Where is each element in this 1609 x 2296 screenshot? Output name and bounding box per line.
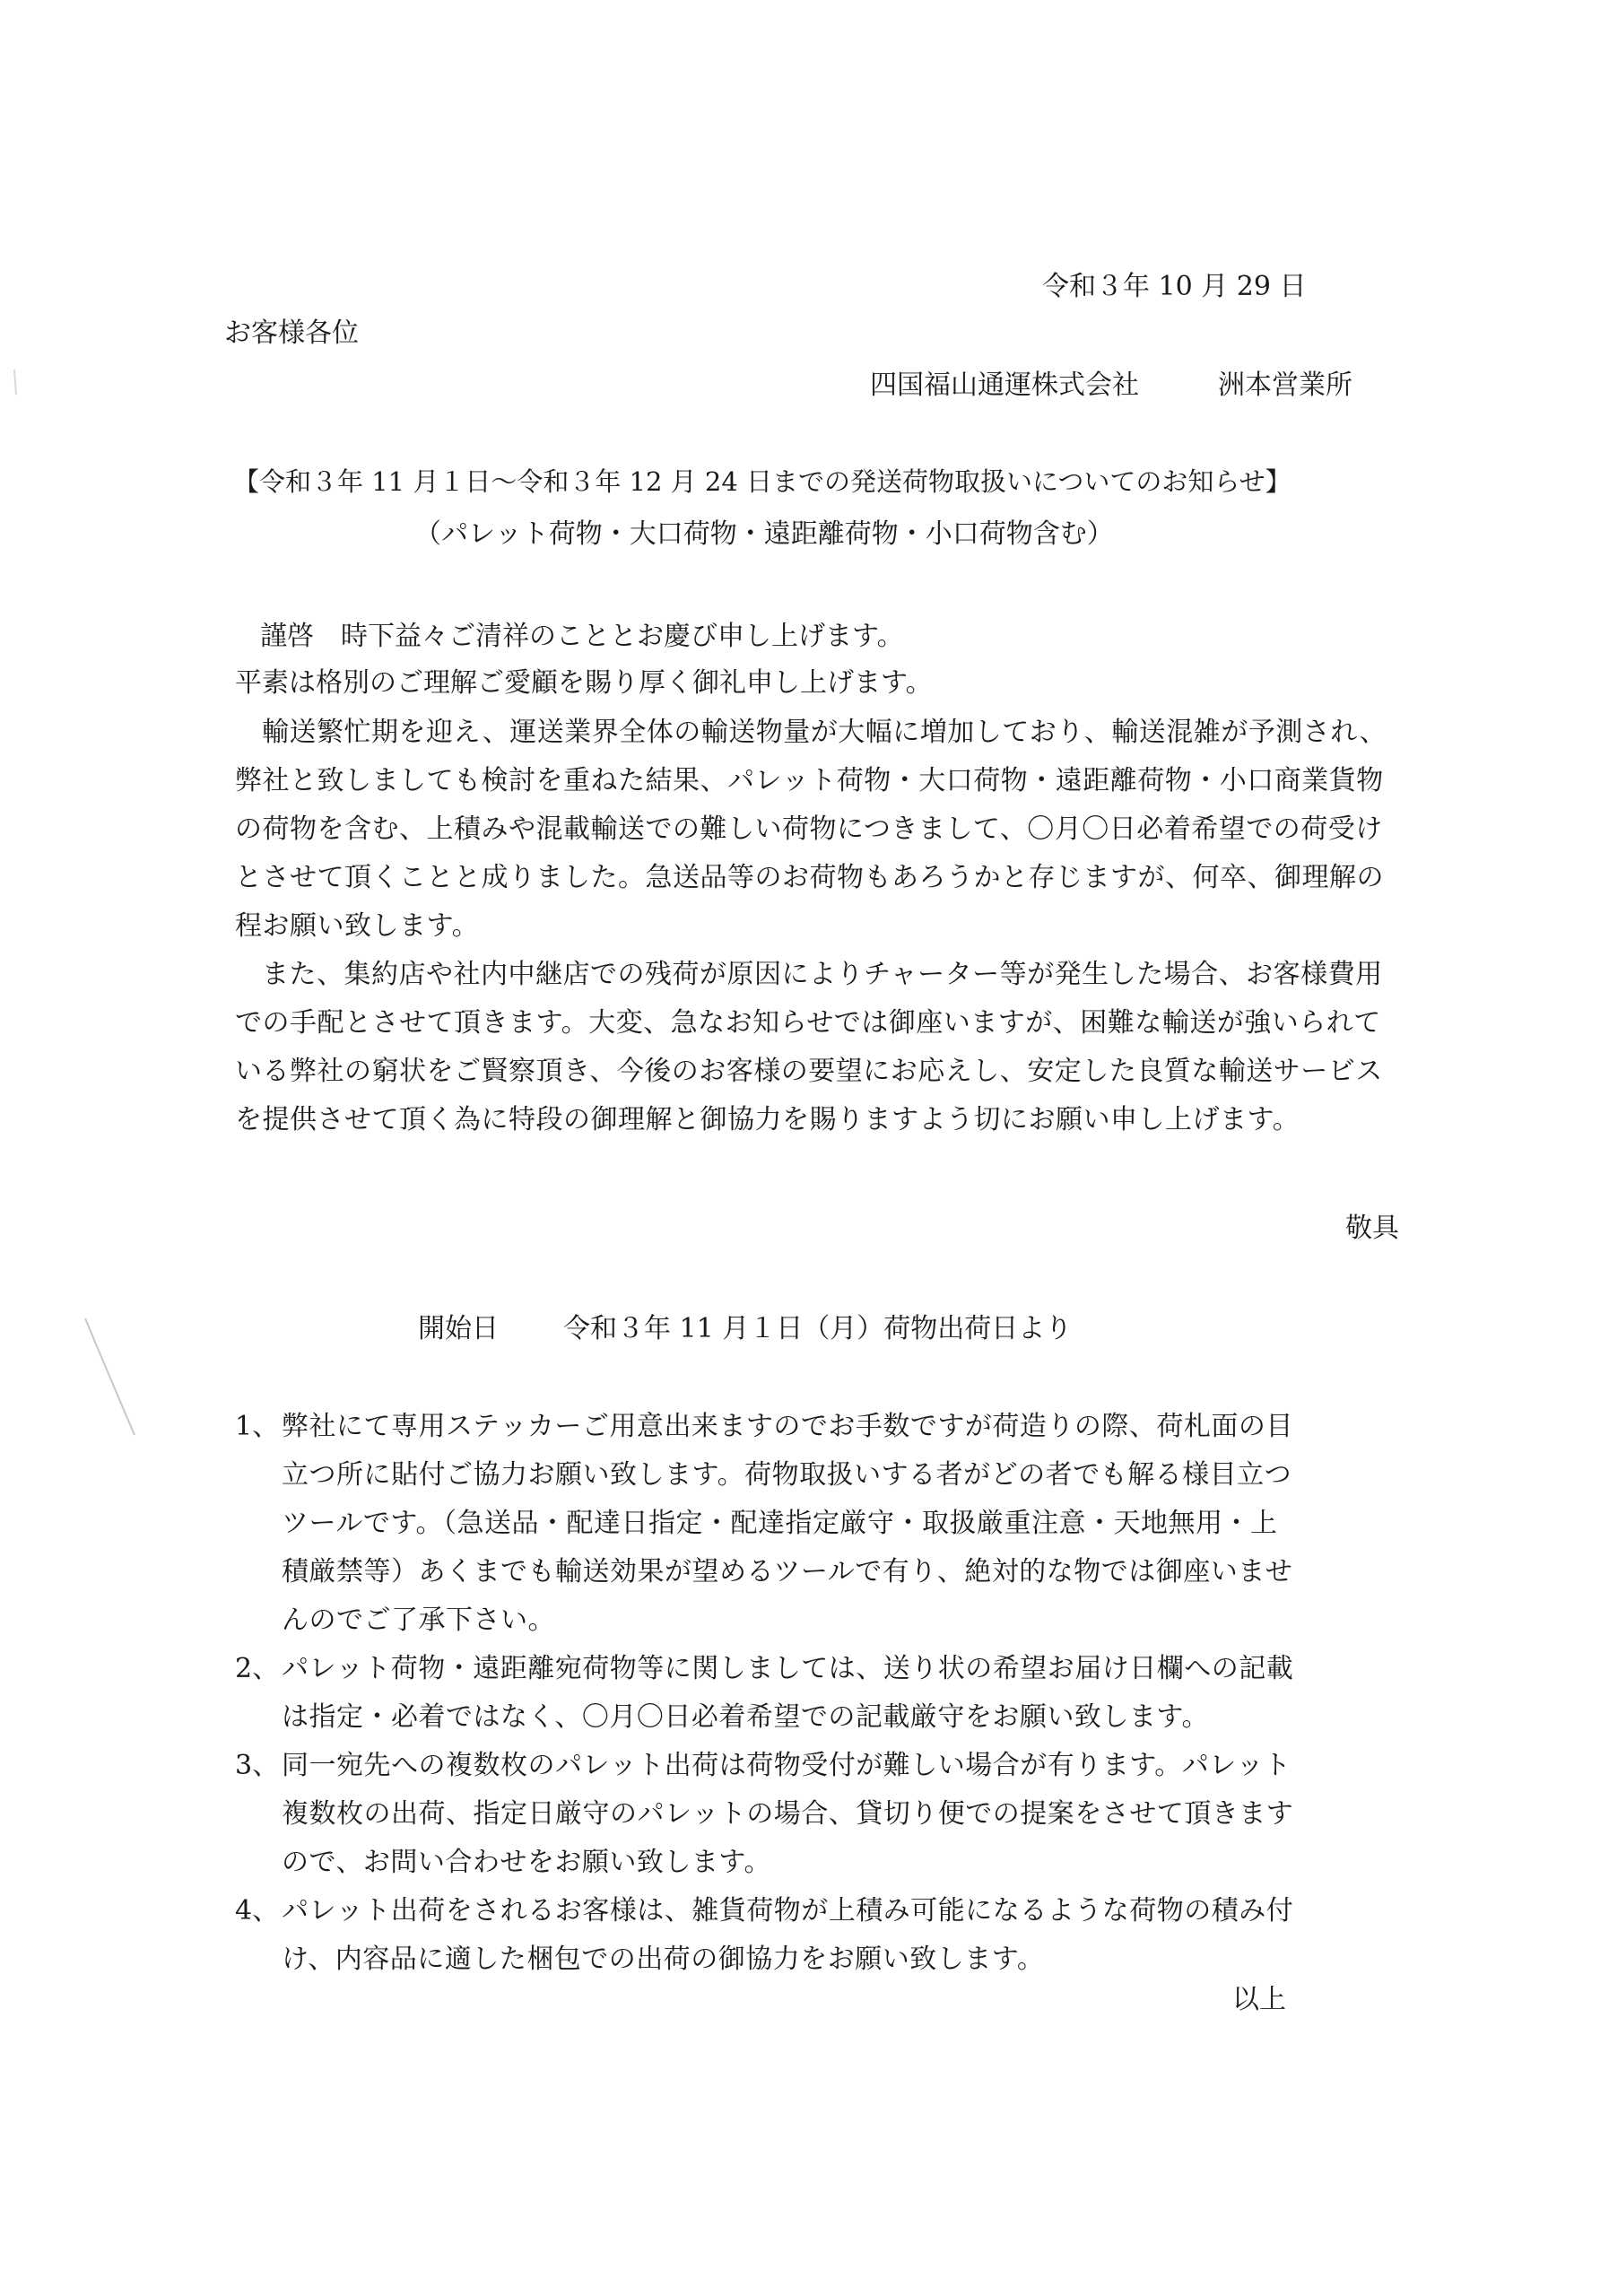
list-text: 弊社にて専用ステッカーご用意出来ますのでお手数ですが荷造りの際、荷札面の目立つ所に貼付ご協力お願い致します。荷物取扱いする者がどの者でも解る様目立つツールです。（急送品・配達日指定・配達指定厳守・取扱厳重注意・天地無用・上積厳禁等）あくまでも輸送効果が望めるツールで有り、絶対的な物では御座いませんのでご了承下さい。 (282, 1411, 1293, 1636)
document-date: 令和３年 10 月 29 日 (1042, 271, 1307, 302)
body-paragraph-1: 輸送繁忙期を迎え、運送業界全体の輸送物量が大幅に増加しており、輸送混雑が予測され、弊社と致しましても検討を重ねた結果、パレット荷物・大口荷物・遠距離荷物・小口商業貨物の荷物を含む、上積みや混載輸送での難しい荷物につきまして、〇月〇日必着希望での荷受けとさせて頂くことと成りました。急送品等のお荷物もあろうかと存じますが、何卒、御理解の程お願い致します。 (235, 717, 1387, 942)
start-date-value: 令和３年 11 月１日（月）荷物出荷日より (563, 1313, 1073, 1344)
list-number: 1、 (235, 1411, 280, 1442)
list-text: 同一宛先への複数枚のパレット出荷は荷物受付が難しい場合が有ります。パレット複数枚の出荷、指定日厳守のパレットの場合、貸切り便での提案をさせて頂きますので、お問い合わせをお願い致します。 (282, 1750, 1294, 1878)
notice-title: 【令和３年 11 月１日～令和３年 12 月 24 日までの発送荷物取扱いについてのお知らせ】 (233, 466, 1292, 497)
greeting-line-1: 謹啓 時下益々ご清祥のこととお慶び申し上げます。 (260, 621, 904, 652)
notice-subtitle: （パレット荷物・大口荷物・遠距離荷物・小口荷物含む） (414, 518, 1114, 550)
greeting-line-2: 平素は格別のご理解ご愛顧を賜り厚く御礼申し上げます。 (235, 667, 933, 699)
list-item-4 (235, 1887, 1302, 1984)
addressee: お客様各位 (224, 317, 359, 349)
list-item-2 (235, 1645, 1302, 1742)
list-text: パレット荷物・遠距離宛荷物等に関しましては、送り状の希望お届け日欄への記載は指定・必着ではなく、〇月〇日必着希望での記載厳守をお願い致します。 (282, 1653, 1294, 1733)
list-number: 2、 (235, 1653, 280, 1684)
list-item-3 (235, 1742, 1302, 1887)
body-paragraph-2: また、集約店や社内中継店での残荷が原因によりチャーター等が発生した場合、お客様費用での手配とさせて頂きます。大変、急なお知らせでは御座いますが、困難な輸送が強いられている弊社の窮状をご賢察頂き、今後のお客様の要望にお応えし、安定した良質な輸送サービスを提供させて頂く為に特段の御理解と御協力を賜りますよう切にお願い申し上げます。 (235, 959, 1383, 1135)
list-text: パレット出荷をされるお客様は、雑貨荷物が上積み可能になるような荷物の積み付け、内容品に適した梱包での出荷の御協力をお願い致します。 (282, 1895, 1294, 1975)
closing-keigu: 敬具 (1345, 1213, 1399, 1244)
list-number: 4、 (235, 1895, 280, 1926)
sender-office: 洲本営業所 (1218, 370, 1352, 401)
list-item-1 (235, 1403, 1302, 1645)
start-date-label: 開始日 (418, 1313, 499, 1344)
closing-ijou: 以上 (1232, 1984, 1286, 2015)
list-number: 3、 (235, 1750, 280, 1781)
sender-company: 四国福山通運株式会社 (870, 370, 1139, 401)
